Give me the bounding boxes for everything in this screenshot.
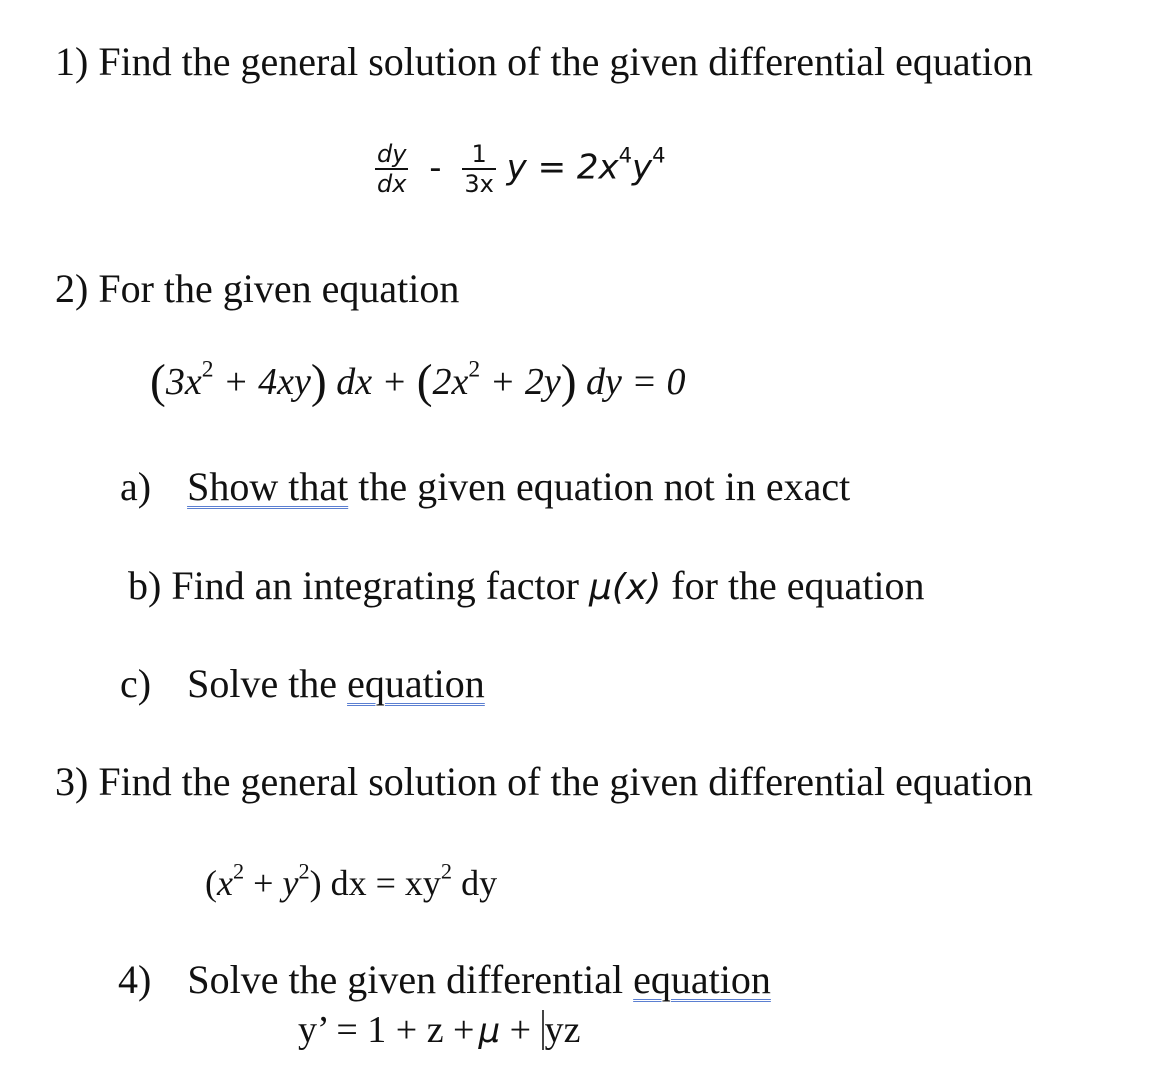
q3-equation: $(x^2 + y^2)$ dx = $xy^2$ dy (205, 858, 498, 903)
text-cursor (542, 1010, 544, 1050)
q2c-line: c) Solve the equation (120, 661, 485, 706)
q2c-underlined: equation (347, 661, 485, 706)
q4-underlined: equation (633, 957, 771, 1002)
mu-of-x: μ(x) (588, 567, 662, 608)
q3-heading: 3) Find the general solution of the given differential equation (55, 759, 1033, 804)
q2a-line: a) Show that the given equation not in exact (120, 464, 851, 509)
q4-equation: y’ = 1 + z + μ + yz (298, 1009, 581, 1051)
q1-frac-1-3x: $\frac{1}{3x}$ (464, 140, 494, 198)
q1-frac-dydx: $\frac{dy}{dx}$ (377, 140, 407, 198)
q1-heading: 1) Find the general solution of the given differential equation (55, 39, 1033, 84)
q2b-line: b) Find an integrating factor μ(x) for the equation (128, 563, 925, 608)
mu-symbol: μ (478, 1011, 501, 1051)
q4-line: 4) Solve the given differential equation (118, 957, 771, 1002)
q1-equation: $\frac{dy}{dx}$ - $\frac{1}{3x}$ $y = 2x^4y^4$ (377, 140, 666, 198)
q2-equation: $(3x^2 + 4xy)$ dx + $(2x^2 + 2y)$ dy = 0 (150, 356, 686, 408)
q2-heading: 2) For the given equation (55, 266, 460, 311)
q2a-underlined: Show that (187, 464, 349, 509)
